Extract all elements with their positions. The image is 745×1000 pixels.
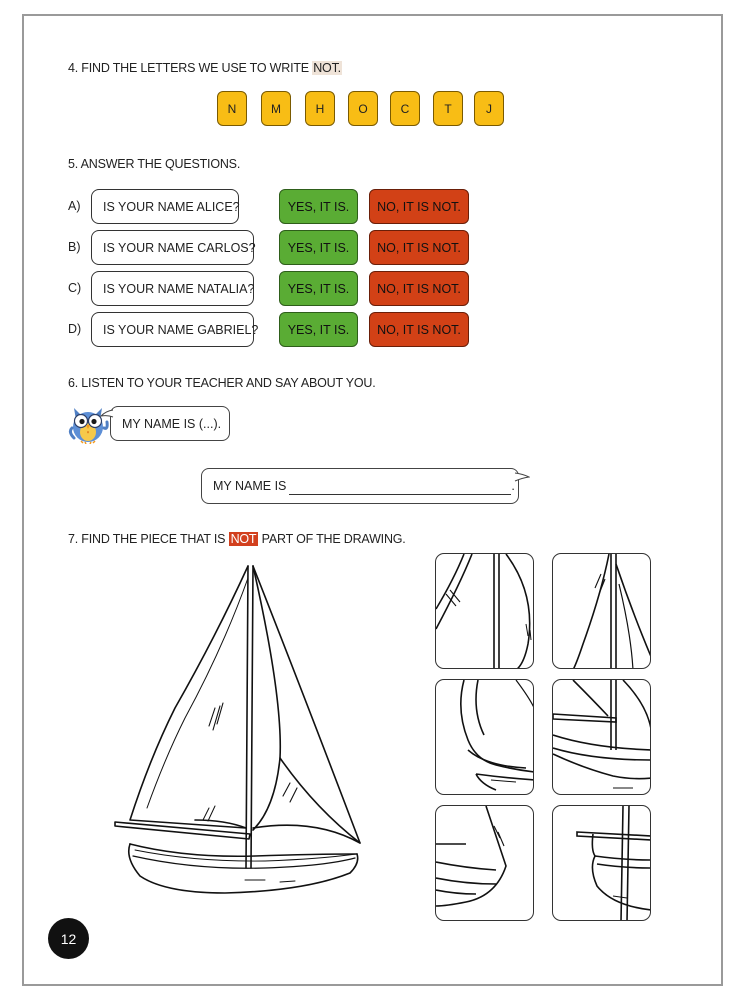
section7-title-prefix: 7. FIND THE PIECE THAT IS (68, 532, 229, 546)
section4-title-prefix: 4. FIND THE LETTERS WE USE TO WRITE (68, 61, 313, 75)
question-box-b: IS YOUR NAME CARLOS? (91, 230, 254, 265)
owl-speech-text: MY NAME IS (...). (122, 416, 222, 431)
puzzle-piece-2[interactable] (552, 553, 651, 669)
letter-tile-o[interactable]: O (348, 91, 378, 126)
section4-title-word: NOT. (313, 61, 341, 75)
question-label-c: C) (68, 281, 82, 295)
section7-heading (68, 532, 406, 546)
speech-tail-right-icon (514, 470, 530, 486)
letter-tile-m[interactable]: M (261, 91, 291, 126)
section7-title-highlight: NOT (230, 532, 257, 546)
page-number-badge (48, 918, 89, 959)
section4-heading (68, 61, 342, 75)
letter-tile-n[interactable]: N (217, 91, 247, 126)
yes-button-b[interactable]: YES, IT IS. (279, 230, 358, 265)
section6-heading: 6. LISTEN TO YOUR TEACHER AND SAY ABOUT YOU. (68, 376, 376, 390)
piece-4-drawing (553, 680, 651, 795)
sailboat-drawing (105, 558, 370, 903)
no-button-c[interactable]: NO, IT IS NOT. (369, 271, 469, 306)
no-button-a[interactable]: NO, IT IS NOT. (369, 189, 469, 224)
yes-button-d[interactable]: YES, IT IS. (279, 312, 358, 347)
puzzle-piece-6[interactable] (552, 805, 651, 921)
question-label-d: D) (68, 322, 82, 336)
puzzle-piece-1[interactable] (435, 553, 534, 669)
yes-button-c[interactable]: YES, IT IS. (279, 271, 358, 306)
letter-tile-j[interactable]: J (474, 91, 504, 126)
owl-speech-bubble (110, 406, 230, 441)
section5-heading: 5. ANSWER THE QUESTIONS. (68, 157, 241, 171)
question-box-a: IS YOUR NAME ALICE? (91, 189, 239, 224)
question-label-b: B) (68, 240, 81, 254)
no-button-b[interactable]: NO, IT IS NOT. (369, 230, 469, 265)
page-number-text: 12 (60, 930, 77, 947)
piece-6-drawing (553, 806, 651, 921)
puzzle-piece-5[interactable] (435, 805, 534, 921)
piece-3-drawing (436, 680, 534, 795)
answer-blank-line[interactable] (289, 481, 511, 495)
no-button-d[interactable]: NO, IT IS NOT. (369, 312, 469, 347)
question-label-a: A) (68, 199, 81, 213)
piece-1-drawing (436, 554, 534, 669)
letter-tile-t[interactable]: T (433, 91, 463, 126)
letter-tile-h[interactable]: H (305, 91, 335, 126)
question-box-d: IS YOUR NAME GABRIEL? (91, 312, 254, 347)
puzzle-piece-4[interactable] (552, 679, 651, 795)
yes-button-a[interactable]: YES, IT IS. (279, 189, 358, 224)
answer-speech-bubble[interactable] (201, 468, 519, 504)
piece-5-drawing (436, 806, 534, 921)
piece-2-drawing (553, 554, 651, 669)
letter-tile-c[interactable]: C (390, 91, 420, 126)
puzzle-piece-3[interactable] (435, 679, 534, 795)
answer-suffix: . (511, 479, 515, 493)
section7-title-suffix: PART OF THE DRAWING. (258, 532, 406, 546)
speech-tail-left-icon (100, 407, 114, 421)
answer-prefix: MY NAME IS (213, 479, 287, 493)
question-box-c: IS YOUR NAME NATALIA? (91, 271, 254, 306)
